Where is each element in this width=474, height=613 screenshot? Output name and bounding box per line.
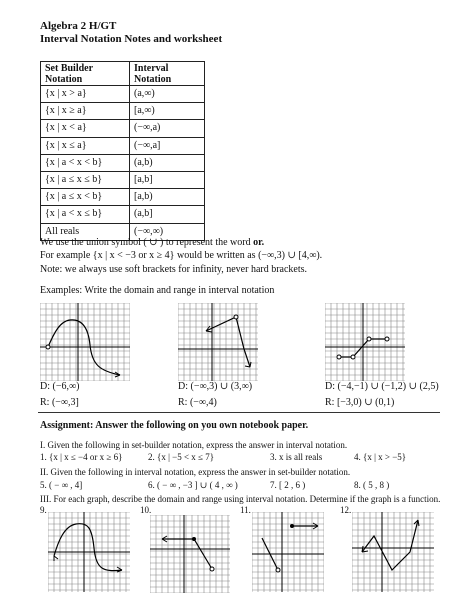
interval-cell: (−∞,a]: [130, 137, 205, 154]
table-row: [41, 206, 205, 223]
interval-cell: [a,∞): [130, 103, 205, 120]
set-builder-cell: {x | x < a}: [41, 120, 130, 137]
part-1-instructions: I. Given the following in set-builder notation, express the answer in interval notation.: [40, 440, 348, 450]
problem-7: 7. [ 2 , 6 ): [270, 480, 306, 490]
col-header-set-builder: Set Builder Notation: [41, 62, 130, 86]
table-row: [41, 120, 205, 137]
part-3-instructions: III. For each graph, describe the domain and range using interval notation. Determine if the graph is a function.: [40, 494, 441, 504]
set-builder-cell: {x | x > a}: [41, 86, 130, 103]
problem-graph-9: [48, 512, 130, 592]
open-point: [46, 345, 50, 349]
polyline: [162, 539, 212, 569]
polyline: [362, 520, 418, 570]
infinity-note: Note: we always use soft brackets for infinity, never hard brackets.: [40, 264, 308, 275]
col-header-interval: Interval Notation: [130, 62, 205, 86]
closed-point: [290, 524, 294, 528]
open-point: [337, 355, 341, 359]
example-3-domain: D: (−4,−1) ∪ (−1,2) ∪ (2,5): [325, 381, 439, 392]
example-graph-2: [178, 303, 258, 381]
table-row: [41, 137, 205, 154]
problem-10-label: 10.: [140, 505, 152, 515]
set-builder-cell: {x | a ≤ x < b}: [41, 189, 130, 206]
example-2-range: R: (−∞,4): [178, 397, 217, 408]
example-1-domain: D: (−6,∞): [40, 381, 80, 392]
problem-11-label: 11.: [240, 505, 251, 515]
problem-1: 1. {x | x ≤ −4 or x ≥ 6}: [40, 452, 123, 462]
document-title: Algebra 2 H/GT: [40, 20, 117, 32]
table-header-row: [41, 62, 205, 86]
set-builder-cell: {x | a < x < b}: [41, 154, 130, 171]
table-row: [41, 189, 205, 206]
set-builder-cell: {x | a ≤ x ≤ b}: [41, 171, 130, 188]
problem-graph-12: [352, 512, 434, 592]
closed-point: [192, 537, 196, 541]
interval-cell: (a,b]: [130, 206, 205, 223]
table-row: [41, 154, 205, 171]
part-2-instructions: II. Given the following in interval notation, express the answer in set-builder notation.: [40, 467, 351, 477]
arrow-head: [117, 567, 122, 572]
problem-3: 3. x is all reals: [270, 452, 323, 462]
table-row: [41, 86, 205, 103]
example-2-domain: D: (−∞,3) ∪ (3,∞): [178, 381, 253, 392]
polyline: [206, 317, 250, 367]
open-point: [367, 337, 371, 341]
problem-12-label: 12.: [340, 505, 352, 515]
problem-2: 2. {x | −5 < x ≤ 7}: [148, 452, 215, 462]
set-builder-cell: {x | x ≥ a}: [41, 103, 130, 120]
open-point: [210, 567, 214, 571]
set-builder-cell: {x | x ≤ a}: [41, 137, 130, 154]
interval-cell: (a,∞): [130, 86, 205, 103]
union-example: For example {x | x < −3 or x ≥ 4} would be written as (−∞,3) ∪ [4,∞).: [40, 250, 323, 261]
problem-9-label: 9.: [40, 505, 47, 515]
curve: [54, 524, 122, 571]
open-point: [276, 568, 280, 572]
problem-6: 6. ( − ∞ , −3 ] ∪ ( 4 , ∞ ): [148, 480, 238, 490]
example-3-range: R: [−3,0) ∪ (0,1): [325, 397, 395, 408]
interval-cell: (−∞,∞): [130, 223, 205, 240]
set-builder-cell: {x | a < x ≤ b}: [41, 206, 130, 223]
example-graph-3: [325, 303, 405, 381]
problem-4: 4. {x | x > −5}: [354, 452, 407, 462]
interval-cell: (a,b): [130, 154, 205, 171]
problem-8: 8. ( 5 , 8 ): [354, 480, 390, 490]
open-point: [234, 315, 238, 319]
union-note: We use the union symbol ( ∪ ) to represent the word or.: [40, 237, 265, 248]
problem-graph-10: [150, 515, 230, 593]
problem-graph-11: [252, 512, 324, 592]
table-row: [41, 171, 205, 188]
section-divider: [38, 412, 440, 413]
problem-5: 5. ( − ∞ , 4]: [40, 480, 83, 490]
example-graph-1: [40, 303, 130, 381]
interval-cell: [a,b]: [130, 171, 205, 188]
open-point: [385, 337, 389, 341]
interval-cell: (−∞,a): [130, 120, 205, 137]
table-row: [41, 103, 205, 120]
document-subtitle: Interval Notation Notes and worksheet: [40, 33, 223, 45]
assignment-heading: Assignment: Answer the following on you own notebook paper.: [40, 420, 309, 431]
open-point: [351, 355, 355, 359]
interval-cell: [a,b): [130, 189, 205, 206]
set-builder-cell: All reals: [41, 223, 130, 240]
notation-table: [40, 61, 205, 241]
example-1-range: R: (−∞,3]: [40, 397, 79, 408]
examples-heading: Examples: Write the domain and range in interval notation: [40, 285, 275, 296]
